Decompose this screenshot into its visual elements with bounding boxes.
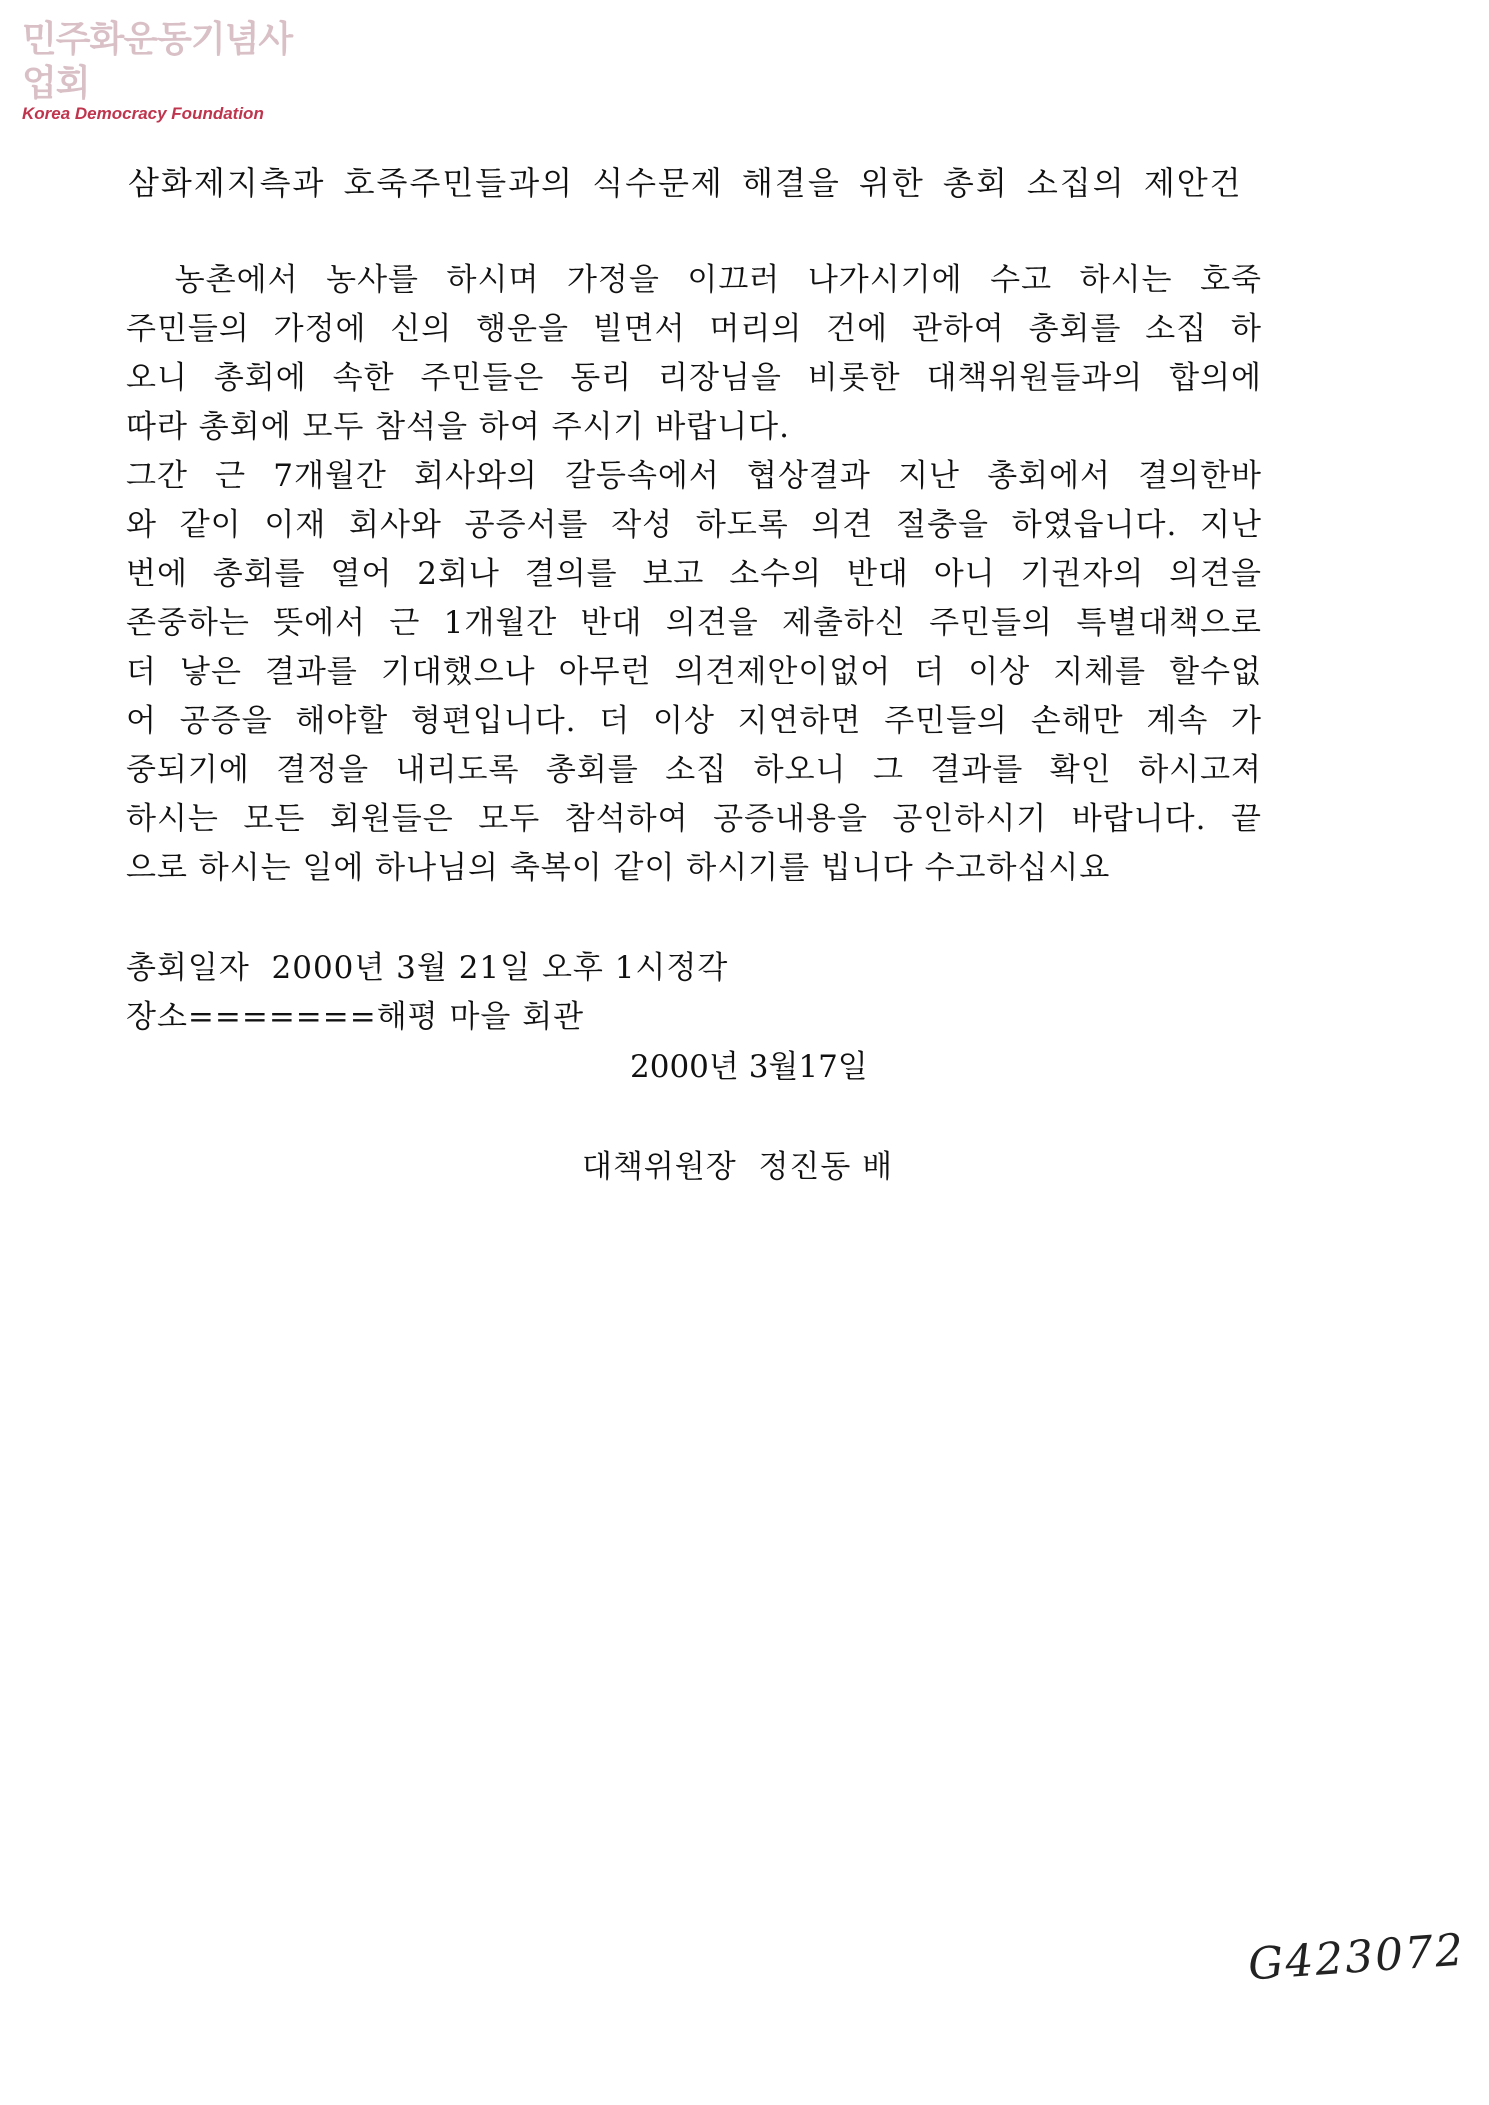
document-body: [126, 256, 1262, 893]
signer: 대책위원장 정진동 배: [582, 1149, 894, 1185]
body-line: 더 낳은 결과를 기대했으나 아무런 의견제안이없어 더 이상 지체를 할수없: [126, 654, 1262, 690]
issue-date: 2000년 3월17일: [630, 1049, 868, 1085]
body-line: 중되기에 결정을 내리도록 총회를 소집 하오니 그 결과를 확인 하시고져: [126, 752, 1262, 788]
body-line: 어 공증을 해야할 형편입니다. 더 이상 지연하면 주민들의 손해만 계속 가: [126, 703, 1262, 739]
body-line: 따라 총회에 모두 참석을 하여 주시기 바랍니다.: [126, 409, 790, 445]
watermark-korean: 민주화운동기념사업회: [22, 19, 293, 104]
body-line: 와 같이 이재 회사와 공증서를 작성 하도록 의견 절충을 하였읍니다. 지난: [126, 507, 1262, 543]
watermark-english: Korea Democracy Foundation: [22, 104, 264, 123]
archive-number: G423072: [1246, 1924, 1467, 1991]
foundation-watermark: [22, 18, 322, 124]
body-line: 농촌에서 농사를 하시며 가정을 이끄러 나가시기에 수고 하시는 호죽: [126, 262, 1262, 298]
meeting-date: 총회일자 2000년 3월 21일 오후 1시정각: [126, 950, 729, 986]
body-line: 존중하는 뜻에서 근 1개월간 반대 의견을 제출하신 주민들의 특별대책으로: [126, 605, 1262, 641]
body-line: 으로 하시는 일에 하나님의 축복이 같이 하시기를 빕니다 수고하십시요: [126, 850, 1111, 886]
body-line: 하시는 모든 회원들은 모두 참석하여 공증내용을 공인하시기 바랍니다. 끝: [126, 801, 1262, 837]
body-line: 주민들의 가정에 신의 행운을 빌면서 머리의 건에 관하여 총회를 소집 하: [126, 311, 1262, 347]
body-line: 그간 근 7개월간 회사와의 갈등속에서 협상결과 지난 총회에서 결의한바: [126, 458, 1262, 494]
body-line: 번에 총회를 열어 2회나 결의를 보고 소수의 반대 아니 기권자의 의견을: [126, 556, 1262, 592]
document-title: 삼화제지측과 호죽주민들과의 식수문제 해결을 위한 총회 소집의 제안건: [128, 164, 1243, 202]
body-line: 오니 총회에 속한 주민들은 동리 리장님을 비롯한 대책위원들과의 합의에: [126, 360, 1262, 396]
meeting-location: 장소=======해평 마을 회관: [126, 999, 585, 1035]
